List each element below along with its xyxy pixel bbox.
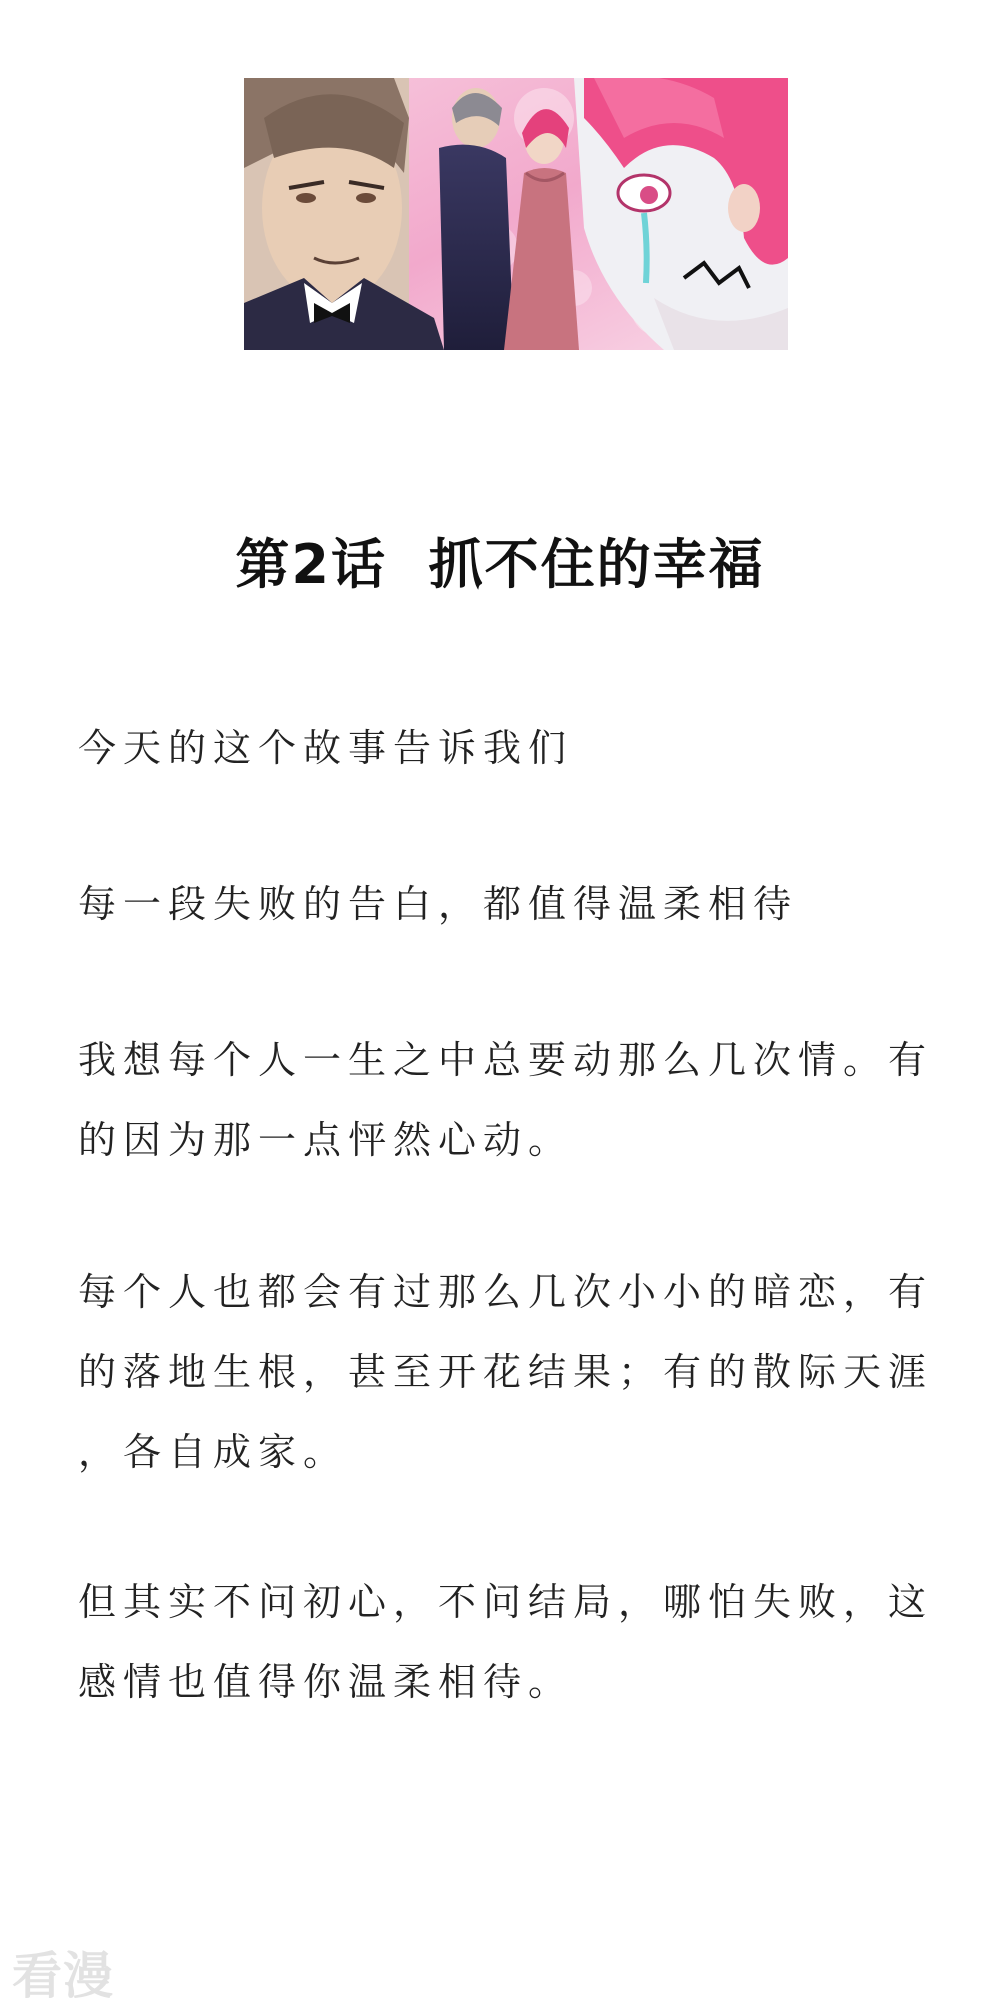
chapter-title: 第2话 抓不住的幸福 (235, 533, 765, 596)
watermark-logo: 看漫 (12, 1947, 114, 2005)
paragraph-4 (78, 1252, 938, 1492)
text-line: 每一段失败的告白，都值得温柔相待 (78, 882, 799, 926)
banner-illustration (244, 78, 788, 350)
text-line: 我想每个人一生之中总要动那么几次情。有 (78, 1038, 934, 1082)
text-line: 的落地生根，甚至开花结果；有的散际天涯 (78, 1350, 934, 1394)
paragraph-2 (78, 864, 938, 944)
text-line: 每个人也都会有过那么几次小小的暗恋，有 (78, 1270, 934, 1314)
text-line: 的因为那一点怦然心动。 (78, 1118, 574, 1162)
text-line: ，各自成家。 (78, 1430, 349, 1474)
paragraph-1 (78, 708, 938, 788)
text-line: 但其实不问初心，不问结局，哪怕失败，这 (78, 1580, 934, 1624)
text-line: 感情也值得你温柔相待。 (78, 1660, 574, 1704)
text-line: 今天的这个故事告诉我们 (78, 726, 574, 770)
paragraph-5 (78, 1562, 938, 1722)
paragraph-3 (78, 1020, 938, 1180)
chapter-banner-image (244, 78, 788, 350)
